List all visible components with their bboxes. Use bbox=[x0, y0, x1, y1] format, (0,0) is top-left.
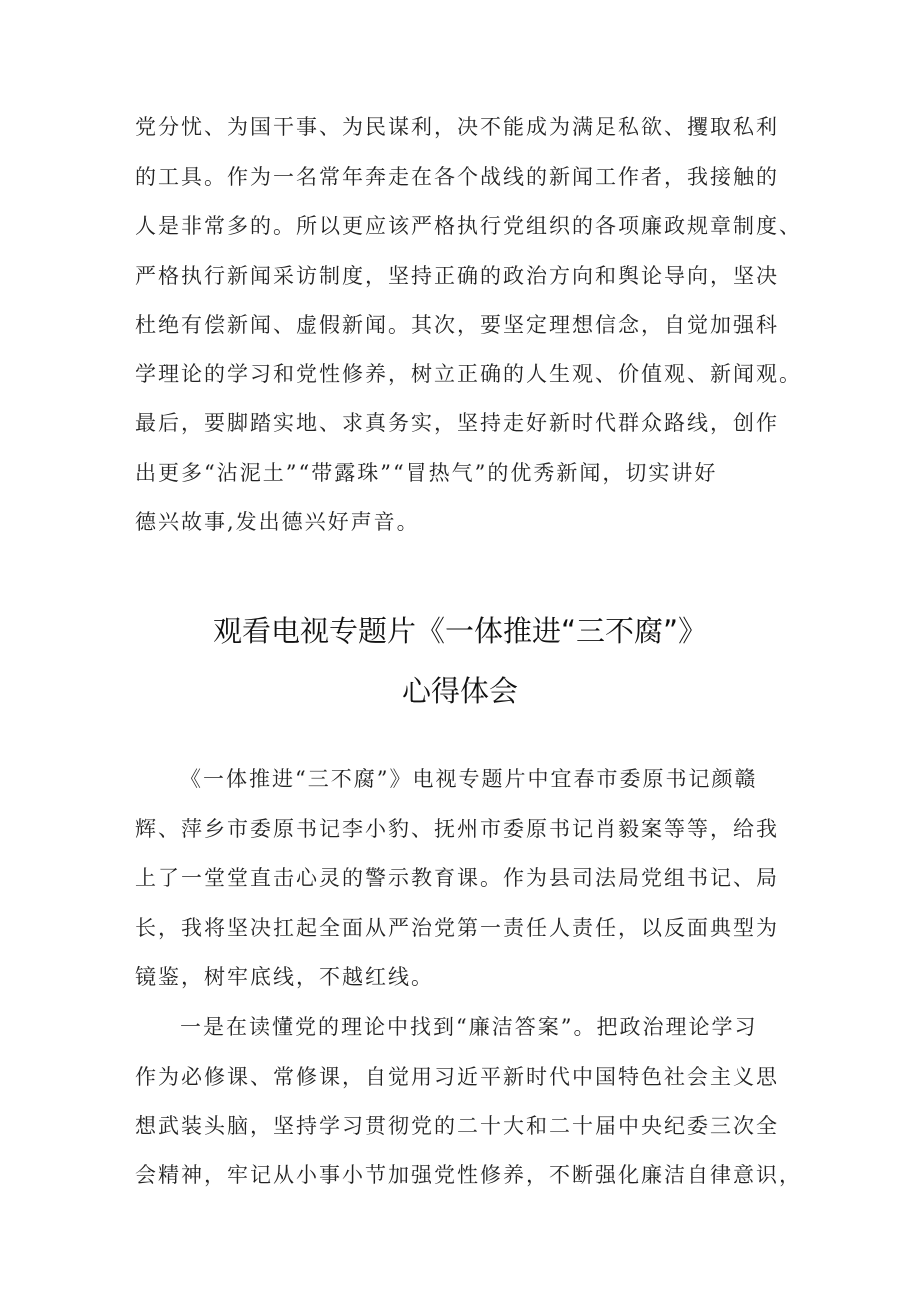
paragraph-line: 党分忧、为国干事、为民谋利，决不能成为满足私欲、攫取私利 bbox=[135, 115, 779, 139]
paragraph-line: 会精神，牢记从小事小节加强党性修养，不断强化廉洁自律意识， bbox=[135, 1163, 802, 1187]
document-title: 观看电视专题片《一体推进“三不腐”》 bbox=[212, 614, 708, 648]
paragraph-line: 人是非常多的。所以更应该严格执行党组织的各项廉政规章制度、 bbox=[135, 214, 802, 238]
paragraph-line: 德兴故事,发出德兴好声音。 bbox=[135, 510, 420, 534]
paragraph-line: 作为必修课、常修课，自觉用习近平新时代中国特色社会主义思 bbox=[135, 1065, 779, 1089]
paragraph-line: 长，我将坚决扛起全面从严治党第一责任人责任，以反面典型为 bbox=[135, 916, 779, 940]
paragraph-line: 最后，要脚踏实地、求真务实，坚持走好新时代群众路线，创作 bbox=[135, 411, 779, 435]
paragraph-line: 学理论的学习和党性修养，树立正确的人生观、价值观、新闻观。 bbox=[135, 362, 802, 386]
paragraph-line: 一是在读懂党的理论中找到“廉洁答案”。把政治理论学习 bbox=[180, 1015, 758, 1039]
paragraph-line: 《一体推进“三不腐”》电视专题片中宜春市委原书记颜赣 bbox=[180, 767, 758, 791]
paragraph-line: 杜绝有偿新闻、虚假新闻。其次，要坚定理想信念，自觉加强科 bbox=[135, 313, 779, 337]
paragraph-line: 出更多“沾泥土”“带露珠”“冒热气”的优秀新闻，切实讲好 bbox=[135, 461, 718, 485]
paragraph-line: 严格执行新闻采访制度，坚持正确的政治方向和舆论导向，坚决 bbox=[135, 264, 779, 288]
document-subtitle: 心得体会 bbox=[401, 674, 518, 708]
paragraph-line: 想武装头脑，坚持学习贯彻党的二十大和二十届中央纪委三次全 bbox=[135, 1114, 779, 1138]
paragraph-line: 辉、萍乡市委原书记李小豹、抚州市委原书记肖毅案等等，给我 bbox=[135, 817, 779, 841]
paragraph-line: 镜鉴，树牢底线，不越红线。 bbox=[135, 965, 434, 989]
paragraph-line: 的工具。作为一名常年奔走在各个战线的新闻工作者，我接触的 bbox=[135, 165, 779, 189]
paragraph-line: 上了一堂堂直击心灵的警示教育课。作为县司法局党组书记、局 bbox=[135, 866, 779, 890]
